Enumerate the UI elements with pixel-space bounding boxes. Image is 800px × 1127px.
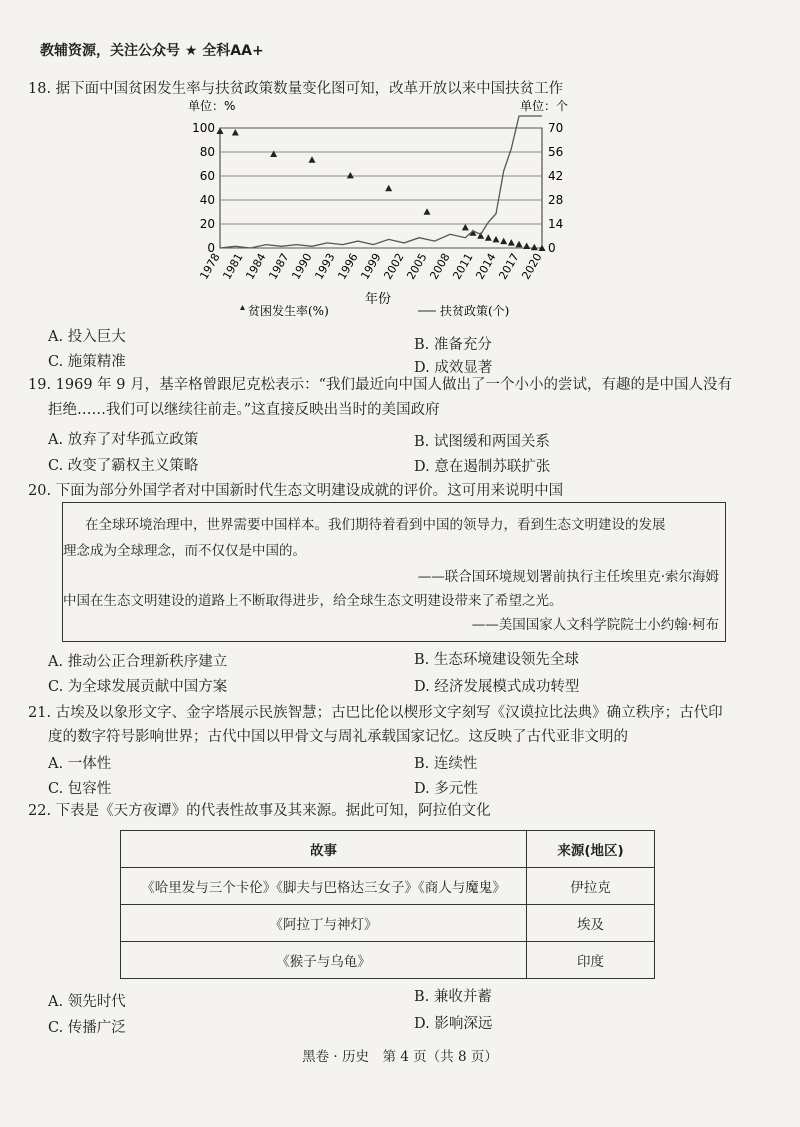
q19-option-a[interactable]: A. 放弃了对华孤立政策 [48, 432, 199, 448]
poverty-rate-point [531, 244, 538, 251]
x-axis-label: 年份 [364, 292, 392, 307]
q22-option-d[interactable]: D. 影响深远 [414, 1016, 493, 1032]
quote-1-line1: 在全球环境治理中，世界需要中国样本。我们期待着看到中国的领导力，看到生态文明建设的发展 [85, 517, 666, 533]
poverty-rate-point [270, 151, 277, 158]
chart-grid [220, 128, 542, 248]
x-tick-label: 1987 [266, 251, 292, 282]
q22-option-b[interactable]: B. 兼收并蓄 [414, 989, 492, 1005]
q22-option-a[interactable]: A. 领先时代 [48, 994, 126, 1010]
table-row [121, 905, 655, 942]
x-tick-label: 1981 [220, 251, 246, 282]
q18-option-c[interactable]: C. 施策精准 [48, 354, 126, 370]
legend-poverty-rate: 贫困发生率(%) [248, 304, 329, 318]
poverty-rate-point [500, 238, 507, 245]
left-axis-unit: 单位：% [188, 99, 236, 113]
poverty-rate-point [424, 208, 431, 215]
policy-count-line [220, 116, 542, 248]
table-cell: 《阿拉丁与神灯》 [121, 905, 527, 942]
question-19-stem-line1: 19. 1969 年 9 月，基辛格曾跟尼克松表示：“我们最近向中国人做出了一个小小的尝试，有趣的是中国人没有 [28, 377, 733, 393]
left-tick-label: 80 [199, 145, 215, 159]
left-tick-label: 60 [199, 169, 215, 183]
question-22-stem: 22. 下表是《天方夜谭》的代表性故事及其来源。据此可知，阿拉伯文化 [28, 803, 491, 819]
question-21-stem-line1: 21. 古埃及以象形文字、金字塔展示民族智慧；古巴比伦以楔形文字刻写《汉谟拉比法典》确立秩序；古代印 [28, 705, 723, 721]
quote-1-line2: 理念成为全球理念，而不仅仅是中国的。 [63, 543, 306, 559]
q19-option-d[interactable]: D. 意在遏制苏联扩张 [414, 459, 551, 475]
poverty-rate-point [516, 241, 523, 248]
x-tick-label: 1990 [289, 251, 315, 282]
q18-option-a[interactable]: A. 投入巨大 [48, 329, 126, 345]
plot-frame [220, 128, 542, 248]
left-tick-label: 40 [199, 193, 215, 207]
table-cell: 埃及 [527, 905, 655, 942]
legend-policy-count: 扶贫政策(个) [440, 304, 510, 318]
q22-option-c[interactable]: C. 传播广泛 [48, 1020, 126, 1036]
poverty-rate-point [508, 239, 515, 246]
stories-table [120, 830, 655, 979]
header-source: 来源(地区) [527, 831, 655, 868]
quote-1-source: ——联合国环境规划署前执行主任埃里克·索尔海姆 [417, 569, 719, 585]
x-axis-ticks [197, 251, 544, 282]
page-footer: 黑卷 · 历史 第 4 页（共 8 页） [302, 1049, 498, 1065]
x-tick-label: 1996 [335, 251, 361, 282]
quote-box [62, 502, 726, 642]
x-tick-label: 2011 [450, 251, 476, 282]
table-cell: 伊拉克 [527, 868, 655, 905]
x-tick-label: 2005 [404, 251, 430, 282]
table-row [121, 942, 655, 979]
right-axis-ticks [548, 121, 563, 255]
question-18-stem: 18. 据下面中国贫困发生率与扶贫政策数量变化图可知，改革开放以来中国扶贫工作 [28, 81, 564, 97]
q18-option-d[interactable]: D. 成效显著 [414, 360, 493, 376]
poverty-rate-point [309, 156, 316, 163]
poverty-rate-point [485, 234, 492, 241]
right-tick-label: 56 [548, 145, 564, 159]
right-tick-label: 70 [548, 121, 564, 135]
right-axis-unit: 单位：个 [520, 99, 569, 113]
chart-series [217, 116, 546, 251]
x-tick-label: 1978 [197, 251, 223, 282]
q20-option-a[interactable]: A. 推动公正合理新秩序建立 [48, 654, 228, 670]
quote-2-source: ——美国国家人文科学院院士小约翰·柯布 [471, 617, 719, 633]
table-cell: 《猴子与乌龟》 [121, 942, 527, 979]
right-tick-label: 42 [548, 169, 564, 183]
x-tick-label: 1984 [243, 251, 269, 282]
question-19-stem-line2: 拒绝……我们可以继续往前走。”这直接反映出当时的美国政府 [48, 402, 440, 418]
q18-option-b[interactable]: B. 准备充分 [414, 337, 492, 353]
quote-2-text: 中国在生态文明建设的道路上不断取得进步，给全球生态文明建设带来了希望之光。 [63, 593, 563, 609]
x-tick-label: 2002 [381, 251, 407, 282]
legend-triangle-marker [240, 305, 245, 310]
question-21-stem-line2: 度的数字符号影响世界；古代中国以甲骨文与周礼承载国家记忆。这反映了古代亚非文明的 [48, 729, 628, 745]
poverty-rate-point [385, 185, 392, 192]
right-tick-label: 0 [548, 241, 556, 255]
poverty-rate-point [493, 236, 500, 243]
x-tick-label: 2008 [427, 251, 453, 282]
left-tick-label: 100 [192, 121, 215, 135]
q19-option-b[interactable]: B. 试图缓和两国关系 [414, 434, 550, 450]
table-row [121, 868, 655, 905]
x-tick-label: 1999 [358, 251, 384, 282]
table-header-row [121, 831, 655, 868]
poverty-rate-point [347, 172, 354, 179]
poverty-rate-point [232, 129, 239, 136]
header-story: 故事 [121, 831, 527, 868]
left-tick-label: 0 [207, 241, 215, 255]
poverty-rate-point [462, 224, 469, 231]
q19-option-c[interactable]: C. 改变了霸权主义策略 [48, 458, 199, 474]
table-cell: 印度 [527, 942, 655, 979]
x-tick-label: 2020 [519, 251, 545, 282]
q21-option-a[interactable]: A. 一体性 [48, 756, 112, 772]
right-tick-label: 28 [548, 193, 564, 207]
x-tick-label: 2014 [473, 251, 499, 282]
q20-option-d[interactable]: D. 经济发展模式成功转型 [414, 679, 580, 695]
x-tick-label: 1993 [312, 251, 338, 282]
q21-option-c[interactable]: C. 包容性 [48, 781, 112, 797]
q21-option-b[interactable]: B. 连续性 [414, 756, 478, 772]
right-tick-label: 14 [548, 217, 564, 231]
table-cell: 《哈里发与三个卡伦》《脚夫与巴格达三女子》《商人与魔鬼》 [121, 868, 527, 905]
poverty-rate-point [523, 242, 530, 249]
left-tick-label: 20 [199, 217, 215, 231]
q20-option-b[interactable]: B. 生态环境建设领先全球 [414, 652, 579, 668]
poverty-policy-chart [180, 98, 575, 320]
left-axis-ticks [192, 121, 215, 255]
header-note: 教辅资源，关注公众号 ★ 全科AA+ [40, 43, 264, 59]
question-20-stem: 20. 下面为部分外国学者对中国新时代生态文明建设成就的评价。这可用来说明中国 [28, 483, 564, 499]
q21-option-d[interactable]: D. 多元性 [414, 781, 478, 797]
q20-option-c[interactable]: C. 为全球发展贡献中国方案 [48, 679, 228, 695]
x-tick-label: 2017 [496, 251, 522, 282]
